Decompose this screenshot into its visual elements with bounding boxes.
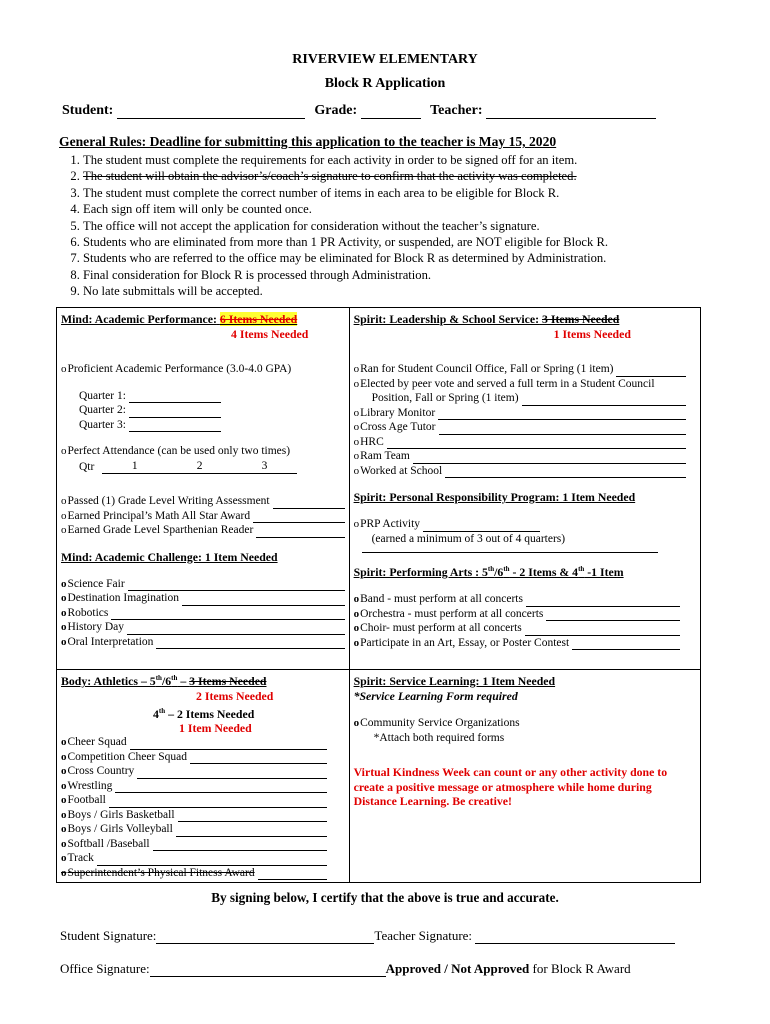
teacher-field[interactable] <box>486 118 656 119</box>
school-name: RIVERVIEW ELEMENTARY <box>292 52 478 67</box>
certify-statement: By signing below, I certify that the above is true and accurate. <box>211 890 559 905</box>
checkbox-icon[interactable]: o <box>61 621 67 633</box>
checklist-item[interactable]: o Cross Age Tutor <box>354 420 686 435</box>
checklist-item[interactable]: o Ran for Student Council Office, Fall or Spring (1 item) <box>354 362 686 377</box>
checkbox-icon[interactable]: o <box>61 445 67 457</box>
activity-grid <box>56 307 701 883</box>
checklist-item[interactable]: o Participate in an Art, Essay, or Poster Contest <box>354 636 680 651</box>
checkbox-icon[interactable]: o <box>61 808 67 821</box>
body-athletics-heading: Body: Athletics – 5th/6th – 3 Items Needed <box>61 674 267 688</box>
new-requirement: 4 Items Needed <box>231 327 309 341</box>
old-requirement: 3 Items Needed <box>542 312 620 326</box>
rule-item: 5. The office will not accept the application for consideration without the teacher’s signature. <box>83 218 723 234</box>
checklist-item-struck[interactable]: o Superintendent’s Physical Fitness Award <box>61 866 327 881</box>
checklist-item[interactable]: o Ram Team <box>354 449 686 464</box>
student-field[interactable] <box>117 118 305 119</box>
checkbox-icon[interactable]: o <box>353 464 360 477</box>
checklist-item[interactable]: o Earned Grade Level Sparthenian Reader <box>61 523 345 538</box>
checkbox-icon[interactable]: o <box>353 518 360 530</box>
old-requirement: 3 Items Needed <box>189 674 267 688</box>
student-signature-row <box>60 928 675 944</box>
checklist-item[interactable]: o Orchestra - must perform at all concerts <box>354 607 680 622</box>
service-subheading: *Service Learning Form required <box>353 689 518 703</box>
new-requirement: 1 Item Needed <box>179 720 252 735</box>
checkbox-icon[interactable]: o <box>353 607 360 620</box>
rule-item: 4. Each sign off item will only be counted once. <box>83 201 723 217</box>
prp-note: (earned a minimum of 3 out of 4 quarters) <box>371 532 566 545</box>
checkbox-icon[interactable]: o <box>61 509 67 522</box>
mind-performance-heading: Mind: Academic Performance: 6 Items Needed <box>61 312 298 326</box>
checklist-item[interactable]: o Football <box>61 793 327 808</box>
quarter-line[interactable]: Quarter 2: <box>79 403 221 418</box>
checkbox-icon[interactable]: o <box>61 837 67 850</box>
checklist-item[interactable]: o Wrestling <box>61 779 327 794</box>
office-signature-field[interactable] <box>150 976 386 977</box>
rule-item: 2. The student will obtain the advisor’s/coach’s signature to confirm that the activity was completed. <box>83 168 723 184</box>
checkbox-icon[interactable]: o <box>353 363 360 375</box>
checkbox-icon[interactable]: o <box>61 363 67 375</box>
checklist-item[interactable]: o Softball /Baseball <box>61 837 327 852</box>
qtr-row[interactable]: Qtr 1 2 3 <box>61 459 297 475</box>
checkbox-icon[interactable]: o <box>61 765 67 778</box>
leadership-list <box>354 362 686 478</box>
checkbox-icon[interactable]: o <box>353 593 360 605</box>
checkbox-icon[interactable]: o <box>61 852 67 865</box>
checklist-item[interactable]: o Passed (1) Grade Level Writing Assessment <box>61 494 345 509</box>
student-info-row <box>62 103 656 119</box>
checklist-item[interactable]: o Band - must perform at all concerts <box>354 592 680 607</box>
checkbox-icon[interactable]: o <box>61 866 67 879</box>
checklist-item[interactable]: o HRC <box>354 435 686 450</box>
checkbox-icon[interactable]: o <box>61 606 67 619</box>
fourth-grade-requirement: 4th – 2 Items Needed <box>153 706 255 721</box>
grade-field[interactable] <box>361 118 421 119</box>
service-note: *Attach both required forms <box>373 731 505 744</box>
student-signature-label: Student Signature: <box>60 928 157 943</box>
checklist-item[interactable]: o History Day <box>61 620 345 635</box>
form-title: Block R Application <box>324 76 446 91</box>
checklist-item[interactable]: o Elected by peer vote and served a full term in a Student Council <box>353 377 655 390</box>
rule-item: 6. Students who are eliminated from more than 1 PR Activity, or suspended, are NOT eligible for Block R. <box>83 234 723 250</box>
mind-cell <box>57 308 350 670</box>
virtual-kindness-note: Virtual Kindness Week can count or any other activity done to create a positive message or atmosphere while home during Distance Learning. Be creative! <box>353 765 668 808</box>
checkbox-icon[interactable]: o <box>61 779 67 792</box>
checklist-item[interactable]: o Boys / Girls Basketball <box>61 808 327 823</box>
checklist-item[interactable]: o Track <box>61 851 327 866</box>
spirit-leadership-heading: Spirit: Leadership & School Service: 3 Items Needed <box>353 312 620 326</box>
checklist-item[interactable]: o Cross Country <box>61 764 327 779</box>
rules-heading: General Rules: Deadline for submitting this application to the teacher is May 15, 2020 <box>59 134 557 149</box>
checklist-item[interactable]: o Boys / Girls Volleyball <box>61 822 327 837</box>
rule-item: 1. The student must complete the requirements for each activity in order to be signed off for an item. <box>83 152 723 168</box>
approval-suffix: for Block R Award <box>529 961 631 976</box>
checkbox-icon[interactable]: o <box>353 450 360 462</box>
new-requirement: 2 Items Needed <box>196 689 274 703</box>
body-cell <box>57 670 350 883</box>
rule-item: 3. The student must complete the correct number of items in each area to be eligible for Block R. <box>83 185 723 201</box>
mind-challenge-heading: Mind: Academic Challenge: 1 Item Needed <box>61 549 278 564</box>
service-cell <box>349 670 700 883</box>
rule-item: 8. Final consideration for Block R is processed through Administration. <box>83 267 723 283</box>
spirit-pr-heading: Spirit: Personal Responsibility Program: 1 Item Needed <box>353 490 636 504</box>
checklist-item-continued[interactable]: Position, Fall or Spring (1 item) <box>354 391 686 406</box>
checkbox-icon[interactable]: o <box>61 736 67 749</box>
teacher-label: Teacher: <box>430 103 483 118</box>
rule-item: 9. No late submittals will be accepted. <box>83 283 723 299</box>
teacher-signature-field[interactable] <box>475 943 675 944</box>
rule-item: 7. Students who are referred to the office may be eliminated for Block R as determined by Administration. <box>83 250 723 266</box>
office-signature-label: Office Signature: <box>60 961 150 976</box>
spirit-cell <box>349 308 700 670</box>
new-requirement: 1 Items Needed <box>553 327 631 341</box>
quarter-line[interactable]: Quarter 1: <box>79 389 221 404</box>
checklist-item[interactable]: o Cheer Squad <box>61 735 327 750</box>
checklist-item[interactable]: o Oral Interpretation <box>61 635 345 650</box>
student-label: Student: <box>62 103 114 118</box>
checkbox-icon[interactable]: o <box>353 717 360 729</box>
checklist-item[interactable]: o Competition Cheer Squad <box>61 750 327 765</box>
checklist-item[interactable]: o Library Monitor <box>354 406 686 421</box>
checkbox-icon[interactable]: o <box>61 794 67 807</box>
checkbox-icon[interactable]: o <box>353 636 360 649</box>
checkbox-icon[interactable]: o <box>61 635 67 648</box>
teacher-signature-label: Teacher Signature: <box>374 928 473 943</box>
quarter-line[interactable]: Quarter 3: <box>79 418 221 433</box>
checkbox-icon[interactable]: o <box>353 377 360 390</box>
checkbox-icon[interactable]: o <box>61 524 67 536</box>
checkbox-icon[interactable]: o <box>61 592 67 604</box>
grade-label: Grade: <box>314 103 358 118</box>
service-heading: Spirit: Service Learning: 1 Item Needed <box>353 674 556 688</box>
checklist-item[interactable]: o Worked at School <box>354 464 686 479</box>
checklist-item[interactable]: o Proficient Academic Performance (3.0-4.0 GPA) <box>61 363 292 375</box>
arts-list <box>354 592 680 650</box>
spirit-arts-heading: Spirit: Performing Arts : 5th/6th - 2 Items & 4th -1 Item <box>353 565 624 579</box>
checklist-item[interactable]: o PRP Activity <box>354 517 540 532</box>
student-signature-field[interactable] <box>156 943 374 944</box>
checklist-item[interactable]: o Earned Principal’s Math All Star Award <box>61 509 345 524</box>
checklist-item[interactable]: o Community Service Organizations <box>353 717 520 729</box>
checklist-item[interactable]: o Destination Imagination <box>61 591 345 606</box>
checkbox-icon[interactable]: o <box>61 495 67 507</box>
checklist-item[interactable]: o Perfect Attendance (can be used only two times) <box>61 445 291 457</box>
checklist-item[interactable]: o Choir- must perform at all concerts <box>354 621 680 636</box>
quarter-list <box>61 389 221 433</box>
approval-status: Approved / Not Approved <box>385 961 530 976</box>
office-signature-row <box>60 961 631 977</box>
checkbox-icon[interactable]: o <box>353 421 360 433</box>
checkbox-icon[interactable]: o <box>353 622 360 634</box>
checkbox-icon[interactable]: o <box>61 577 67 590</box>
rules-list <box>58 152 723 300</box>
checkbox-icon[interactable]: o <box>61 750 67 763</box>
checklist-item[interactable]: o Science Fair <box>61 577 345 592</box>
athletics-list <box>61 735 327 880</box>
old-requirement: 6 Items Needed <box>219 312 298 326</box>
checkbox-icon[interactable]: o <box>353 406 360 419</box>
checklist-item[interactable]: o Robotics <box>61 606 345 621</box>
checkbox-icon[interactable]: o <box>61 823 67 836</box>
checkbox-icon[interactable]: o <box>353 435 360 448</box>
